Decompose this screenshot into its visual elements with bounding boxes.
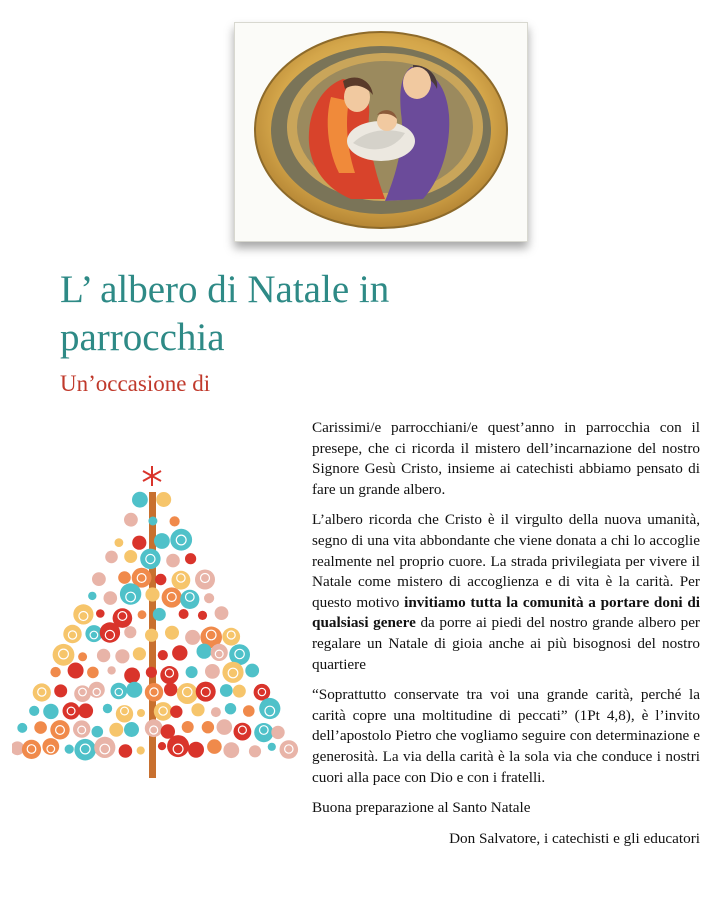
ornament	[78, 703, 93, 718]
ornament	[73, 604, 93, 624]
ornament	[119, 744, 133, 758]
ornament	[137, 746, 145, 754]
ornament	[124, 722, 139, 737]
ornament	[124, 668, 140, 684]
ornament	[43, 704, 58, 719]
ornament	[111, 683, 128, 700]
ornament	[138, 610, 147, 619]
ornament	[222, 662, 243, 683]
ornament	[50, 667, 60, 677]
ornament	[107, 666, 115, 674]
christmas-tree-illustration	[12, 462, 300, 780]
holy-family-image	[235, 23, 527, 241]
ornament	[153, 608, 166, 621]
ornament	[185, 630, 200, 645]
page-title: L’ albero di Natale in parrocchia	[60, 268, 390, 359]
ornament	[177, 683, 198, 704]
ornament	[186, 666, 198, 678]
paragraph-tree	[312, 510, 700, 675]
ornament	[109, 723, 123, 737]
ornament	[170, 516, 180, 526]
ornament	[154, 533, 170, 549]
ornament	[94, 737, 115, 758]
ornament	[191, 703, 204, 716]
paragraph-quote: “Soprattutto conservate tra voi una grande carità, perché la carità copre una moltitudine di peccati” (1Pt 4,8), è l’invito dell’apostolo Pietro che vogliamo seguire con determinazione e generosità. La via della carità è la sola via che conduce i nostri cuori alla pace con Dio e con i fratelli.	[312, 686, 700, 786]
ornament	[211, 707, 221, 717]
ornament	[96, 609, 105, 618]
ornament	[179, 609, 189, 619]
ornament	[249, 745, 261, 757]
ornament	[17, 723, 27, 733]
page-subtitle: Un’occasione di	[60, 371, 211, 396]
ornament	[196, 682, 216, 702]
ornament	[197, 644, 212, 659]
ornament	[207, 739, 222, 754]
ornament	[104, 591, 118, 605]
ornament	[116, 705, 133, 722]
ornament	[158, 742, 166, 750]
ornament	[195, 570, 215, 590]
ornament	[29, 706, 39, 716]
ornament	[243, 705, 255, 717]
ornament	[53, 644, 75, 666]
ornament	[188, 742, 204, 758]
ornament	[124, 550, 137, 563]
ornament	[140, 549, 160, 569]
paragraph-intro: Carissimi/e parrocchiani/e quest’anno in parrocchia con il presepe, che ci ricorda il mistero dell’incarnazione del nostro Signore Gesù Cristo, insieme ai catechisti abbiamo pensato di fare un grande albero.	[312, 419, 700, 498]
ornament	[234, 723, 252, 741]
ornament	[145, 629, 158, 642]
ornament	[126, 682, 142, 698]
ornament	[124, 513, 138, 527]
ornament	[73, 720, 90, 737]
ornament	[156, 492, 171, 507]
ornament	[132, 536, 146, 550]
ornament	[268, 743, 276, 751]
ornament	[162, 587, 182, 607]
ornament	[145, 587, 159, 601]
ornament	[92, 572, 106, 586]
ornament	[166, 554, 180, 568]
ornament	[118, 571, 131, 584]
ornament	[280, 740, 299, 759]
holy-family-picture	[234, 22, 528, 242]
ornament	[115, 649, 129, 663]
letter-body	[312, 418, 700, 859]
ornament	[103, 704, 112, 713]
ornament	[182, 721, 194, 733]
closing-line: Buona preparazione al Santo Natale	[312, 799, 531, 817]
paragraph-tree-start: L’albero ricorda che Cristo è il virgulto della nuova umanità, segno di una vita abbondante che viene donata a chi lo accoglie realmente nel proprio cuore. La strada privilegiata per vivere il Natale come mistero di accoglienza e di vita è la carità. Per questo motivo	[312, 511, 700, 611]
ornament	[132, 492, 148, 508]
ornament	[223, 742, 239, 758]
ornament	[271, 726, 284, 739]
ornament	[245, 664, 259, 678]
ornament	[204, 593, 214, 603]
ornament	[158, 650, 168, 660]
paragraph-tree-end: da porre ai piedi del nostro grande albero per regalare un Natale di gioia anche ai più bisognosi del nostro quartiere	[312, 614, 700, 673]
ornament	[233, 685, 246, 698]
ornament	[215, 606, 229, 620]
ornament	[78, 652, 87, 661]
ornament	[202, 721, 214, 733]
ornament	[65, 745, 74, 754]
ornament	[217, 719, 233, 735]
ornament	[225, 703, 236, 714]
ornament	[92, 726, 104, 738]
ornament	[68, 663, 84, 679]
ornament	[165, 626, 179, 640]
ornament	[198, 611, 207, 620]
ornament	[155, 574, 166, 585]
paragraph-tree-invitation: invitiamo tutta la comunità a portare doni di qualsiasi genere	[312, 593, 700, 632]
ornament	[33, 683, 51, 701]
ornament	[254, 684, 271, 701]
signature: Don Salvatore, i catechisti e gli educatori	[449, 829, 700, 847]
ornament	[185, 553, 196, 564]
ornament	[54, 684, 67, 697]
ornament	[170, 529, 192, 551]
ornament	[220, 684, 233, 697]
ornament	[74, 739, 96, 761]
ornament	[164, 683, 177, 696]
ornament	[133, 647, 146, 660]
ornament	[87, 667, 99, 679]
ornament	[34, 721, 47, 734]
ornament	[172, 645, 187, 660]
ornament	[115, 538, 124, 547]
ornament	[124, 626, 136, 638]
ornament	[146, 667, 157, 678]
ornament	[170, 706, 182, 718]
ornament	[63, 625, 81, 643]
ornament	[63, 702, 80, 719]
ornament	[97, 649, 110, 662]
ornament	[22, 740, 41, 759]
ornament	[145, 683, 163, 701]
ornament	[50, 720, 69, 739]
ornament	[154, 702, 173, 721]
ornament	[105, 551, 118, 564]
ornament	[88, 592, 96, 600]
ornament	[137, 709, 145, 717]
ornament	[205, 664, 220, 679]
ornament	[148, 517, 157, 526]
star-snowflake-icon	[143, 466, 161, 486]
